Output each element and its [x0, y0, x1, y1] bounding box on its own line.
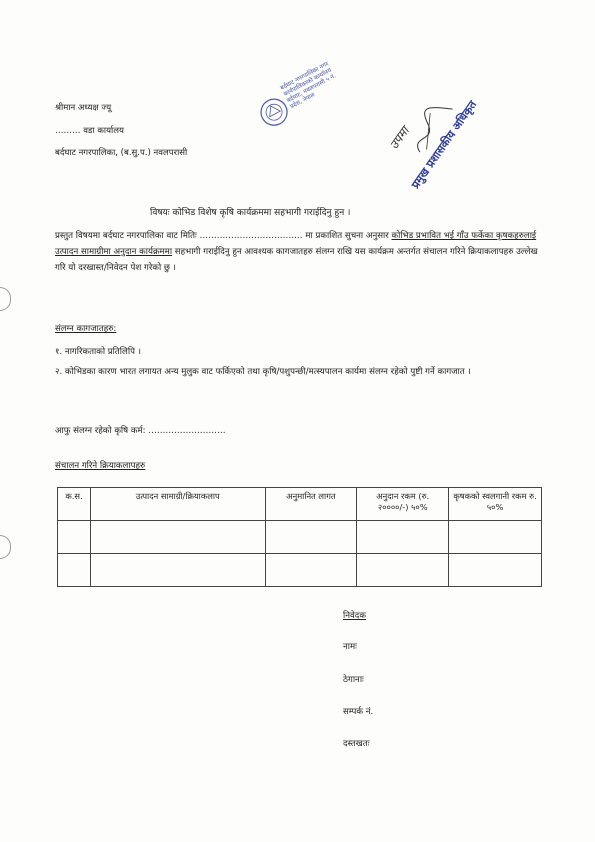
table-cell[interactable]	[265, 521, 357, 554]
applicant-address-field[interactable]: ठेगानाः	[343, 675, 364, 685]
recipient-title: श्रीमान अध्यक्ष ज्यू	[55, 103, 112, 113]
applicant-name-field[interactable]: नामः	[343, 642, 357, 652]
applicant-contact-field[interactable]: सम्पर्क नं.	[343, 707, 374, 717]
table-cell[interactable]	[90, 554, 265, 587]
attachment-item-1: १. नागरिकताको प्रतिलिपि ।	[55, 347, 141, 357]
applicant-signature-field[interactable]: दस्तखतः	[343, 739, 370, 749]
recipient-office: ……… वडा कार्यालय	[55, 126, 124, 136]
attachments-heading: संलग्न कागजातहरु:	[55, 324, 117, 334]
col-grant-amount: अनुदान रकम (रु. २००००/-) ५०%	[357, 488, 449, 521]
body-text-underlined: कोभिड प्रभावित भई गाँउ फर्केका कृषकहरुलाई उत्पादन सामाग्रीमा अनुदान कार्यक्रममा	[55, 231, 537, 257]
farming-value[interactable]: ………………………	[148, 426, 226, 436]
table-header-row	[58, 488, 542, 521]
officer-designation: प्रमुख प्रशासकीय अधिकृत	[408, 98, 480, 192]
officer-signature: उपमा	[386, 124, 412, 152]
col-serial: क.स.	[58, 488, 91, 521]
subject-line: विषयः कोभिड विशेष कृषि कार्यक्रममा सहभागी गराईदिनु हुन ।	[150, 208, 351, 218]
farming-field	[55, 424, 226, 436]
seal-text: बर्दघाट नगरपालिका नगर कार्यपालिकाको कार्यालय बर्दघाट, नवलपरासी ५ नं. प्रदेश, नेपाल	[279, 60, 338, 111]
table-cell[interactable]	[449, 521, 542, 554]
col-estimated-cost: अनुमानित लागत	[265, 488, 357, 521]
applicant-heading: निवेदक	[343, 611, 366, 621]
punch-hole-bottom	[0, 535, 11, 559]
table-cell[interactable]	[357, 554, 449, 587]
table-cell[interactable]	[449, 554, 542, 587]
col-material: उत्पादन सामाग्री/क्रियाकलाप	[90, 488, 265, 521]
punch-hole-top	[0, 287, 11, 311]
table-cell[interactable]	[58, 521, 91, 554]
farming-label: आफु संलग्न रहेको कृषि कर्म:	[55, 426, 146, 436]
col-farmer-investment: कृषकको स्वलगानी रकम रु. ५०%	[449, 488, 542, 521]
table-row	[58, 554, 542, 587]
table-cell[interactable]	[90, 521, 265, 554]
body-text-1: प्रस्तुत विषयमा बर्दघाट नगरपालिका वाट मितिः ……………………………… मा प्रकाशित सुचना अनुसार	[55, 231, 389, 241]
table-cell[interactable]	[265, 554, 357, 587]
table-row	[58, 521, 542, 554]
activities-heading: संचालन गरिने क्रियाकलापहरु	[55, 461, 146, 471]
activities-table	[57, 487, 542, 587]
attachment-item-2: २. कोभिडका कारण भारत लगायत अन्य मुलुक वाट फर्किएको तथा कृषि/पशुपन्छी/मत्स्यपालन कार्यमा संलग्न रहेको पुष्टी गर्ने कागजात ।	[55, 367, 471, 377]
official-seal	[251, 58, 365, 163]
table-cell[interactable]	[58, 554, 91, 587]
table-cell[interactable]	[357, 521, 449, 554]
body-paragraph	[55, 228, 543, 276]
officer-stamp	[355, 37, 519, 201]
body-text-2: सहभागी गराईदिनु हुन आवश्यक कागजातहरु संलग्न राखि यस कार्यक्रम अन्तर्गत संचालन गरिने क्रियाकलापहरु उल्लेख गरि यो दरखास्त/निवेदन पेश गरेको छु ।	[55, 247, 538, 273]
recipient-municipality: बर्दघाट नगरपालिका, (ब.सु.प.) नवलपरासी	[55, 148, 188, 158]
